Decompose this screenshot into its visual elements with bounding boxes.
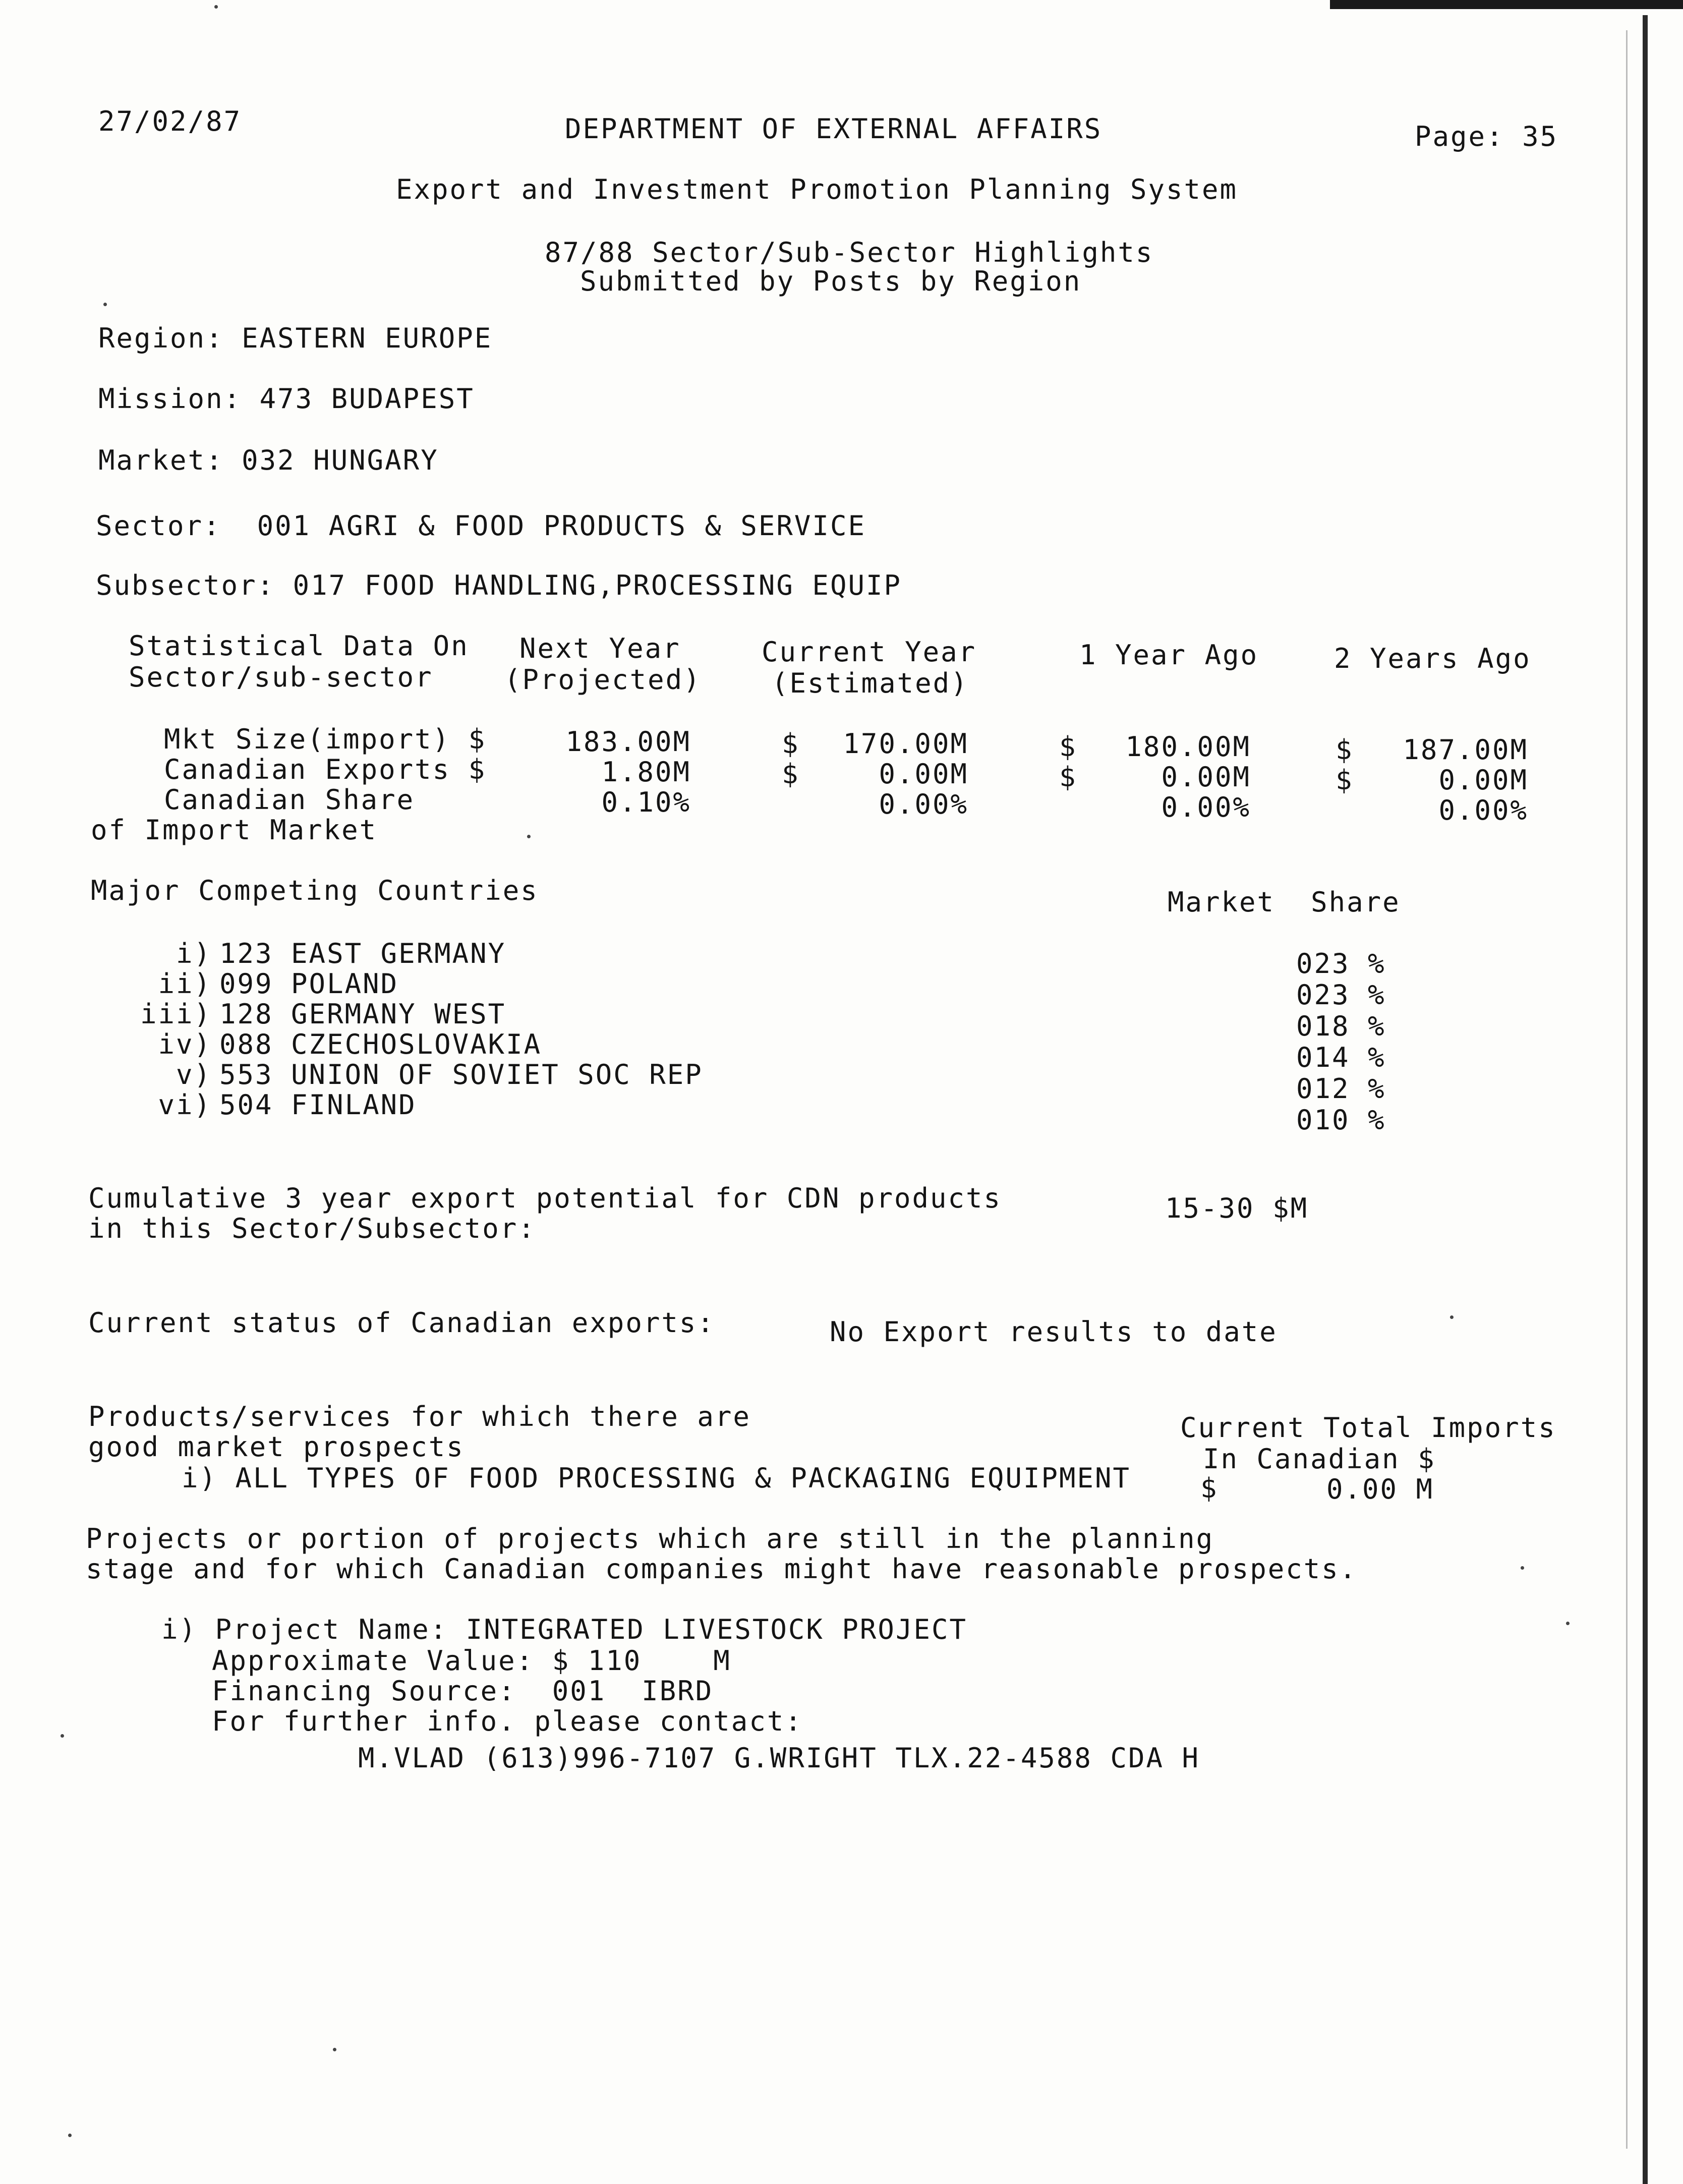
stats-cell-1-year-ago: 0.00% xyxy=(1161,791,1251,823)
stats-cell-2-years-ago: 0.00M xyxy=(1438,764,1528,796)
stats-cell-sign: $ xyxy=(1336,764,1354,796)
stats-head-label: Statistical Data On xyxy=(129,630,469,662)
scan-speck xyxy=(1450,1315,1454,1319)
competitors-heading: Major Competing Countries xyxy=(91,875,539,906)
imports-heading: Current Total Imports xyxy=(1180,1412,1556,1444)
competitor-share: 018 % xyxy=(1296,1010,1386,1042)
stats-row-label: Canadian Share xyxy=(164,784,415,816)
stats-head-label-2: Sector/sub-sector xyxy=(129,661,433,693)
imports-heading-2: In Canadian $ xyxy=(1203,1443,1436,1475)
competitor-country: 128 GERMANY WEST xyxy=(219,998,506,1030)
report-date: 27/02/87 xyxy=(98,105,242,137)
scan-edge-right-inner xyxy=(1626,30,1628,2149)
scan-speck xyxy=(68,2134,72,2137)
stats-share-suffix: of Import Market xyxy=(91,814,378,846)
department-title: DEPARTMENT OF EXTERNAL AFFAIRS xyxy=(565,113,1102,145)
potential-value: 15-30 $M xyxy=(1165,1192,1309,1224)
project-name: i) Project Name: INTEGRATED LIVESTOCK PROJECT xyxy=(161,1614,967,1645)
status-label: Current status of Canadian exports: xyxy=(88,1307,715,1339)
stats-cell-current: 170.00M xyxy=(843,728,968,760)
competitor-country: 553 UNION OF SOVIET SOC REP xyxy=(219,1059,703,1090)
competitor-share: 023 % xyxy=(1296,948,1386,980)
competitor-country: 123 EAST GERMANY xyxy=(219,938,506,969)
products-label-2: good market prospects xyxy=(88,1431,465,1463)
stats-cell-sign: $ xyxy=(782,728,800,760)
project-contact-label: For further info. please contact: xyxy=(212,1705,803,1737)
product-item-sign: $ xyxy=(1200,1472,1218,1504)
scan-speck xyxy=(333,2048,336,2051)
col-next-year-sub: (Projected) xyxy=(504,664,702,696)
competitor-index: i) xyxy=(176,938,212,969)
product-item: i) ALL TYPES OF FOOD PROCESSING & PACKAGING EQUIPMENT xyxy=(182,1462,1131,1494)
stats-cell-2-years-ago: 0.00% xyxy=(1438,794,1528,826)
scan-edge-top xyxy=(1330,0,1683,9)
competitor-index: iv) xyxy=(158,1028,212,1060)
projects-label: Projects or portion of projects which are still in the planning xyxy=(86,1523,1214,1555)
project-contact: M.VLAD (613)996-7107 G.WRIGHT TLX.22-4588 CDA H xyxy=(358,1742,1200,1774)
stats-cell-sign: $ xyxy=(1059,761,1077,793)
status-value: No Export results to date xyxy=(830,1316,1278,1348)
competitor-index: iii) xyxy=(140,998,212,1030)
stats-cell-current: 0.00M xyxy=(879,758,968,790)
stats-row-label: Canadian Exports $ xyxy=(164,754,487,785)
competitor-country: 504 FINLAND xyxy=(219,1089,417,1121)
stats-cell-1-year-ago: 180.00M xyxy=(1125,731,1251,763)
page-number: Page: 35 xyxy=(1415,121,1558,152)
col-2-years-ago: 2 Years Ago xyxy=(1334,643,1531,674)
sector-line: Sector: 001 AGRI & FOOD PRODUCTS & SERVICE xyxy=(96,510,866,542)
stats-cell-sign: $ xyxy=(782,758,800,790)
subsector-line: Subsector: 017 FOOD HANDLING,PROCESSING EQUIP xyxy=(96,569,902,601)
market-share-heading: Market Share xyxy=(1168,886,1401,918)
product-item-value: 0.00 M xyxy=(1326,1473,1434,1505)
stats-row-label: Mkt Size(import) $ xyxy=(164,723,487,755)
scan-speck xyxy=(103,303,107,306)
potential-label: Cumulative 3 year export potential for CDN products xyxy=(88,1182,1002,1214)
stats-cell-next: 0.10% xyxy=(601,786,691,818)
region-line: Region: EASTERN EUROPE xyxy=(98,322,493,354)
stats-cell-1-year-ago: 0.00M xyxy=(1161,761,1251,793)
project-value: Approximate Value: $ 110 M xyxy=(212,1645,731,1677)
competitor-country: 099 POLAND xyxy=(219,968,399,1000)
col-next-year: Next Year xyxy=(519,633,681,664)
projects-label-2: stage and for which Canadian companies might have reasonable prospects. xyxy=(86,1553,1358,1585)
scan-edge-right xyxy=(1643,15,1648,2184)
potential-label-2: in this Sector/Subsector: xyxy=(88,1213,536,1244)
col-current-year-sub: (Estimated) xyxy=(772,667,969,699)
scan-speck xyxy=(527,835,531,838)
col-current-year: Current Year xyxy=(762,636,977,668)
report-subtitle-2: Submitted by Posts by Region xyxy=(580,265,1082,297)
scan-speck xyxy=(1521,1566,1524,1570)
competitor-country: 088 CZECHOSLOVAKIA xyxy=(219,1028,542,1060)
competitor-index: ii) xyxy=(158,968,212,1000)
scan-speck xyxy=(61,1734,64,1738)
market-line: Market: 032 HUNGARY xyxy=(98,444,439,476)
stats-cell-next: 183.00M xyxy=(565,726,691,758)
stats-cell-sign: $ xyxy=(1336,734,1354,766)
products-label: Products/services for which there are xyxy=(88,1401,751,1432)
scan-speck xyxy=(1566,1622,1570,1625)
project-financing: Financing Source: 001 IBRD xyxy=(212,1675,714,1707)
stats-cell-2-years-ago: 187.00M xyxy=(1403,734,1528,766)
system-title: Export and Investment Promotion Planning System xyxy=(396,174,1238,205)
col-1-year-ago: 1 Year Ago xyxy=(1079,639,1259,671)
stats-cell-sign: $ xyxy=(1059,731,1077,763)
stats-cell-current: 0.00% xyxy=(879,788,968,820)
stats-cell-next: 1.80M xyxy=(601,756,691,788)
competitor-share: 010 % xyxy=(1296,1104,1386,1136)
competitor-index: v) xyxy=(176,1059,212,1090)
mission-line: Mission: 473 BUDAPEST xyxy=(98,383,475,415)
competitor-share: 014 % xyxy=(1296,1042,1386,1073)
competitor-index: vi) xyxy=(158,1089,212,1121)
competitor-share: 023 % xyxy=(1296,979,1386,1011)
report-subtitle: 87/88 Sector/Sub-Sector Highlights xyxy=(545,237,1154,268)
scan-speck xyxy=(214,5,218,9)
competitor-share: 012 % xyxy=(1296,1073,1386,1105)
